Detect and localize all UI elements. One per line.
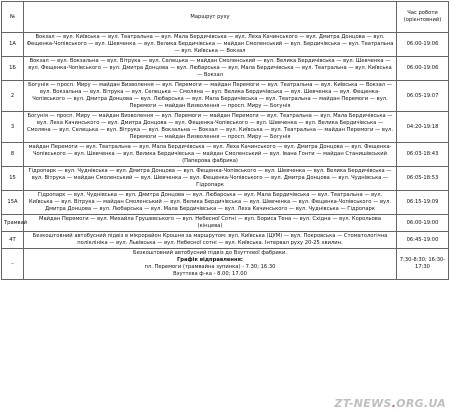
route-number: 4Т [2,232,24,249]
route-description: майдан Перемоги — вул. Театральна — вул. Мала Бердичівська — вул. Леха Качинського — вул. Дмитра Донцова — вул. Фещенка-Чопівського — вул. Шевченка — вул. Велика Бердичівська — майдан Смоленський — вул. Івана Гонти — майдан Станишівський (Паперова фабрика) [24,143,397,167]
route-number: Трамвай [2,215,24,232]
table-row [2,143,449,167]
route-time: 06:03-18:43 [397,143,449,167]
route-description: Богунія — просп. Миру — майдан Визволення — вул. Перемоги — майдан Перемоги — вул. Театральна — вул. Київська — Вокзал — вул. Вокзальна — вул. Вітрука — вул. Селецька — Смоляна — вул. Велика Бердичівська — вул. Шевченка — вул. Фещенка-Чопівського — вул. Дмитра Донцова — вул. Любарська — вул. Мала Бердичівська — вул. Театральна — майдан Перемоги — вул. Перемоги — майдан Визволення — просп. Миру — Богунія [24,81,397,112]
route-description: Богунія — просп. Миру — майдан Визволення — вул. Перемоги — майдан Перемоги — вул. Театральна — вул. Мала Бердичівська — вул. Леха Качинського — вул. Дмитра Донцова — вул. Фещенка-Чопівського — вул. Шевченка — вул. Велика Бердичівська — Смоляна — вул. Селецька — вул. Вітрука — вул. Вокзальна — Вокзал — вул. Київська — вул. Театральна — майдан Перемоги — вул. Перемоги — майдан Визволення — просп. Миру — Богунія [24,112,397,143]
route-description: Майдан Перемоги — вул. Михайла Грушевського — вул. Небесної Сотні — вул. Бориса Тена — вул. Східна — вул. Корольова (кінцева) [24,215,397,232]
route-description: Безкоштовний автобусний підвіз в мікрорайон Крошня за маршрутом: вул. Київська (ЦУМ) — вул. Покровська — Стоматологічна поліклініка — вул. Львівська — вул. Небесної сотні — вул. Київська. Інтервал руху 20-25 хвилин. [24,232,397,249]
route-description [24,249,397,280]
route-time: 06:00-19:00 [397,215,449,232]
route-time: 06:05-18:53 [397,167,449,191]
route-description: Вокзал — вул. Київська — вул. Театральна — вул. Мала Бердичівська — вул. Леха Качинського — вул. Дмитра Донцова — вул. Фещенка-Чопівського — вул. Шевченка — вул. Велика Бердичівська — майдан Смоленський — вул. Бердичівська — вул. Театральна — вул. Київська — Вокзал [24,33,397,57]
header-row [2,2,449,33]
route-time: 06:00-19:06 [397,57,449,81]
route-description: Гідропарк — вул. Чуднівська — вул. Дмитра Донцова — вул. Фещенка-Чопівського — вул. Шевченка — вул. Велика Бердичівська — вул. Вітрука — майдан Смоленський — вул. Шевченка — вул. Фещенка-Чопівського — вул. Дмитра Донцова — вул. Чуднівська — Гідропарк [24,167,397,191]
route-number: 2 [2,81,24,112]
table-row [2,57,449,81]
route-number: 1А [2,33,24,57]
watermark-logo: ZT-NEWS.ORG.UA [334,397,446,410]
route-time: 7:30-8:30; 16:30-17:30 [397,249,449,280]
table-row-last [2,249,449,280]
route-description: Вокзал — вул. Вокзальна — вул. Вітрука — вул. Селецька — майдан Смоленський — вул. Велика Бердичівська — вул. Шевченка — вул. Фещенка-Чопівського — вул. Дмитра Донцова — вул. Любарська — вул. Мала Бердичівська — вул. Театральна — вул. Київська — Вокзал [24,57,397,81]
route-number: 3 [2,112,24,143]
route-number: 15 [2,167,24,191]
route-number: 15А [2,191,24,215]
route-number: 8 [2,143,24,167]
route-time: 06:45-19:00 [397,232,449,249]
table-row [2,112,449,143]
header-number: № [2,2,24,33]
route-number: – [2,249,24,280]
schedule-line: пл. Перемоги (трамвайна зупинка) - 7.30; 16.30 [144,264,276,270]
table-row [2,191,449,215]
table-row [2,81,449,112]
route-note: Безкоштовний автобусний підвіз до Взуттєвої фабрики. [133,250,287,256]
route-description: Гідропарк — вул. Чуднівська — вул. Дмитра Донцова — вул. Любарська — вул. Мала Бердичівська — вул. Театральна — вул. Київська — вул. Вітрука — майдан Смоленський — вул. Велика Бердичівська — вул. Шевченка — вул. Фещенка-Чопівського — вул. Дмитра Донцова — вул. Любарська — вул. Мала Бердичівська — вул. Леха Качинського — вул. Чуднівська — Гідропарк [24,191,397,215]
route-number: 1Б [2,57,24,81]
table-row [2,232,449,249]
header-time: Час роботи (орієнтовний) [397,2,449,33]
bus-routes-table [1,1,449,280]
table-row [2,215,449,232]
route-time: 06:05-19:07 [397,81,449,112]
schedule-line: Взуттєва ф-ка - 8.00; 17.00 [173,271,247,277]
route-time: 04:20-19:18 [397,112,449,143]
route-time: 06:15-19:09 [397,191,449,215]
header-route: Маршрут руху [24,2,397,33]
table-row [2,167,449,191]
route-time: 06:00-19:06 [397,33,449,57]
table-row [2,33,449,57]
schedule-title: Графік відправлення: [177,257,243,263]
